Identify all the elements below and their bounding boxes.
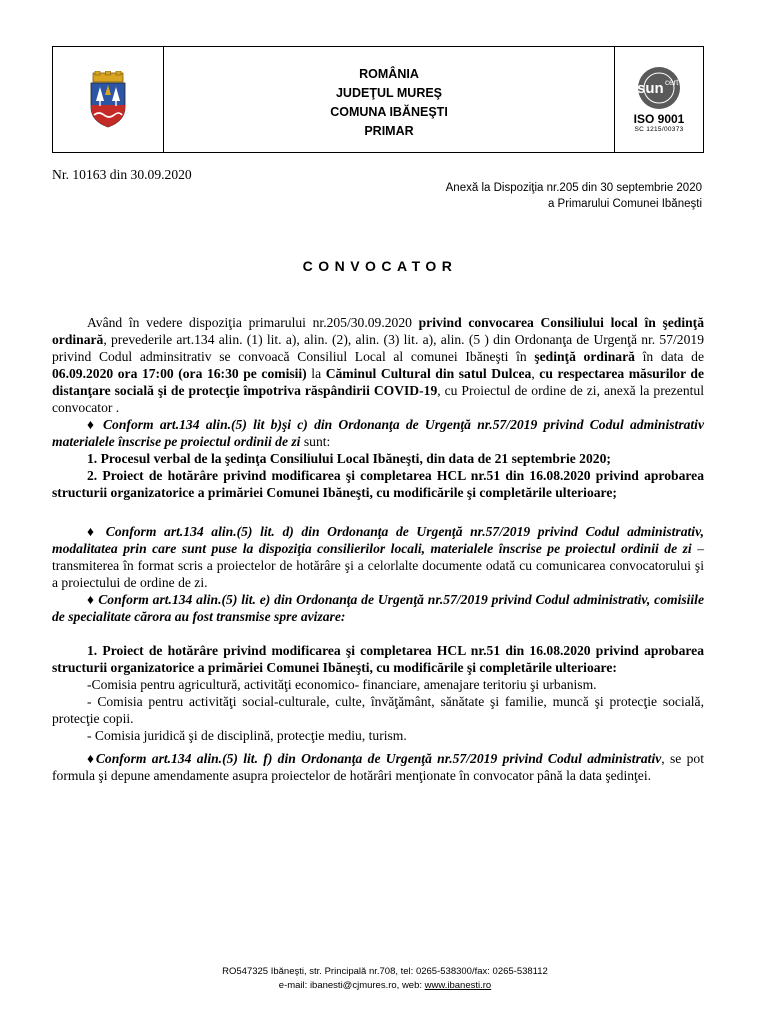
meeting-venue: Căminul Cultural din satul Dulcea (325, 366, 532, 381)
county-name: JUDEŢUL MUREŞ (335, 85, 443, 100)
committee-1: -Comisia pentru agricultură, activităţi economico- financiare, amenajare teritoriu şi urbanism. (87, 677, 597, 692)
meeting-datetime: 06.09.2020 ora 17:00 (ora 16:30 pe comisii) (52, 366, 307, 381)
annex-note (446, 180, 702, 212)
country-name: ROMÂNIA (359, 66, 419, 81)
intro-text-g: la (306, 366, 326, 381)
coat-of-arms-icon (88, 71, 128, 129)
office-name: PRIMAR (364, 123, 414, 138)
committee-2: - Comisia pentru activităţi social-culturale, culte, învăţământ, sănătate şi familie, muncă şi protecţie socială, protecţie copii. (52, 694, 704, 726)
agenda-item-2-text: 2. Proiect de hotărâre privind modificarea şi completarea HCL nr.51 din 16.08.2020 privind aprobarea structurii organizatorice a primăriei Comunei Ibăneşti, cu modificările şi completările ulterioare; (52, 468, 704, 500)
intro-text-d: şedinţă ordinară (534, 349, 635, 364)
section-4-title: ♦Conform art.134 alin.(5) lit. f) din Ordonanţa de Urgenţă nr.57/2019 privind Codul administrativ (87, 751, 662, 766)
iso-label: ISO 9001 (633, 112, 685, 126)
section-1-tail: sunt: (300, 434, 331, 449)
annex-line-2: a Primarului Comunei Ibăneşti (547, 198, 702, 210)
document-title: CONVOCATOR (302, 258, 458, 274)
agenda-item-1-text: 1. Procesul verbal de la şedinţa Consiliului Local Ibăneşti, din data de 21 septembrie 2020; (87, 451, 611, 466)
letterhead (52, 46, 704, 153)
intro-text-a: Având în vedere dispoziţia primarului nr.205/30.09.2020 (87, 315, 419, 330)
section-2-title: ♦ Conform art.134 alin.(5) lit. d) din Ordonanţa de Urgenţă nr.57/2019 privind Codul administrativ, modalitatea prin care sunt puse la dispoziţia consilierilor locali, materialele înscrise pe proiectul ordinii de zi (52, 524, 704, 556)
registration-number: Nr. 10163 din 30.09.2020 (52, 167, 192, 182)
certification-cell (614, 47, 703, 152)
footer-contact (0, 979, 770, 993)
institution-block (164, 47, 614, 152)
iso-certificate-number: SC 1215/00373 (634, 126, 684, 133)
suncert-logo-icon (627, 66, 691, 110)
cert-brand-cert: cert (665, 78, 679, 87)
spacer (52, 625, 704, 642)
website-link[interactable]: www.ibanesti.ro (424, 980, 492, 991)
section-4-paragraph (52, 750, 704, 784)
agenda-item-1 (52, 450, 704, 467)
annex-line-1: Anexă la Dispoziţia nr.205 din 30 septembrie 2020 (445, 182, 702, 194)
section-1-title: ♦ Conform art.134 alin.(5) lit b)şi c) din Ordonanţa de Urgenţă nr.57/2019 privind Codul administrativ materialele înscrise pe proiectul ordinii de zi (52, 417, 704, 449)
footer-email: e-mail: ibanesti@cjmures.ro, web: (278, 980, 425, 991)
agenda-item-2 (52, 467, 704, 501)
intro-text-b: privind convocarea Consiliului local în şedinţă ordinară (52, 315, 704, 347)
commune-name: COMUNA IBĂNEŞTI (330, 104, 448, 119)
footer-address: RO547325 Ibăneşti, str. Principală nr.708, tel: 0265-538300/fax: 0265-538112 (222, 966, 548, 977)
committee-3: - Comisia juridică şi de disciplină, protecţie mediu, turism. (87, 728, 407, 743)
document-body (52, 314, 704, 784)
footer (0, 965, 770, 993)
intro-text-j: cu respectarea măsurilor de distanţare socială şi de protecţie împotriva răspândirii COVID-19 (52, 366, 705, 398)
section-3-heading (52, 591, 704, 625)
section-2-paragraph (52, 523, 704, 591)
intro-text-i: , (531, 366, 540, 381)
intro-text-k: , cu Proiectul de ordine de zi, anexă la prezentul convocator . (52, 383, 704, 415)
section-3-title: ♦ Conform art.134 alin.(5) lit. e) din Ordonanţa de Urgenţă nr.57/2019 privind Codul administrativ, comisiile de specialitate cărora au fost transmise spre avizare: (52, 592, 704, 624)
intro-text-c: , prevederile art.134 alin. (1) lit. a), alin. (2), alin. (3) lit. a), alin. (5 ) din Ordonanţa de Urgenţă nr. 57/2019 privind Codul adminsitrativ se convoacă Consiliul Local al comunei Ibăneşti în (52, 332, 704, 364)
crest-cell (53, 47, 164, 152)
spacer (52, 501, 704, 518)
project-item-1-text: 1. Proiect de hotărâre privind modificarea şi completarea HCL nr.51 din 16.08.2020 privind aprobarea structurii organizatorice a primăriei Comunei Ibăneşti, cu modificările şi completările ulterioare: (52, 643, 704, 675)
section-4-tail: , se pot formula şi depune amendamente asupra proiectelor de hotărâri menţionate în convocator până la data şedinţei. (52, 751, 705, 783)
intro-paragraph (52, 314, 704, 416)
section-1-heading (52, 416, 704, 450)
cert-brand-sun: sun (637, 80, 664, 97)
project-item-1 (52, 642, 704, 676)
intro-text-e: în data de (634, 349, 704, 364)
section-2-tail: – transmiterea în format scris a proiectelor de hotărâre şi a celorlalte documente odată cu comunicarea convocatorului şi a proiectului de ordine de zi. (52, 541, 704, 590)
